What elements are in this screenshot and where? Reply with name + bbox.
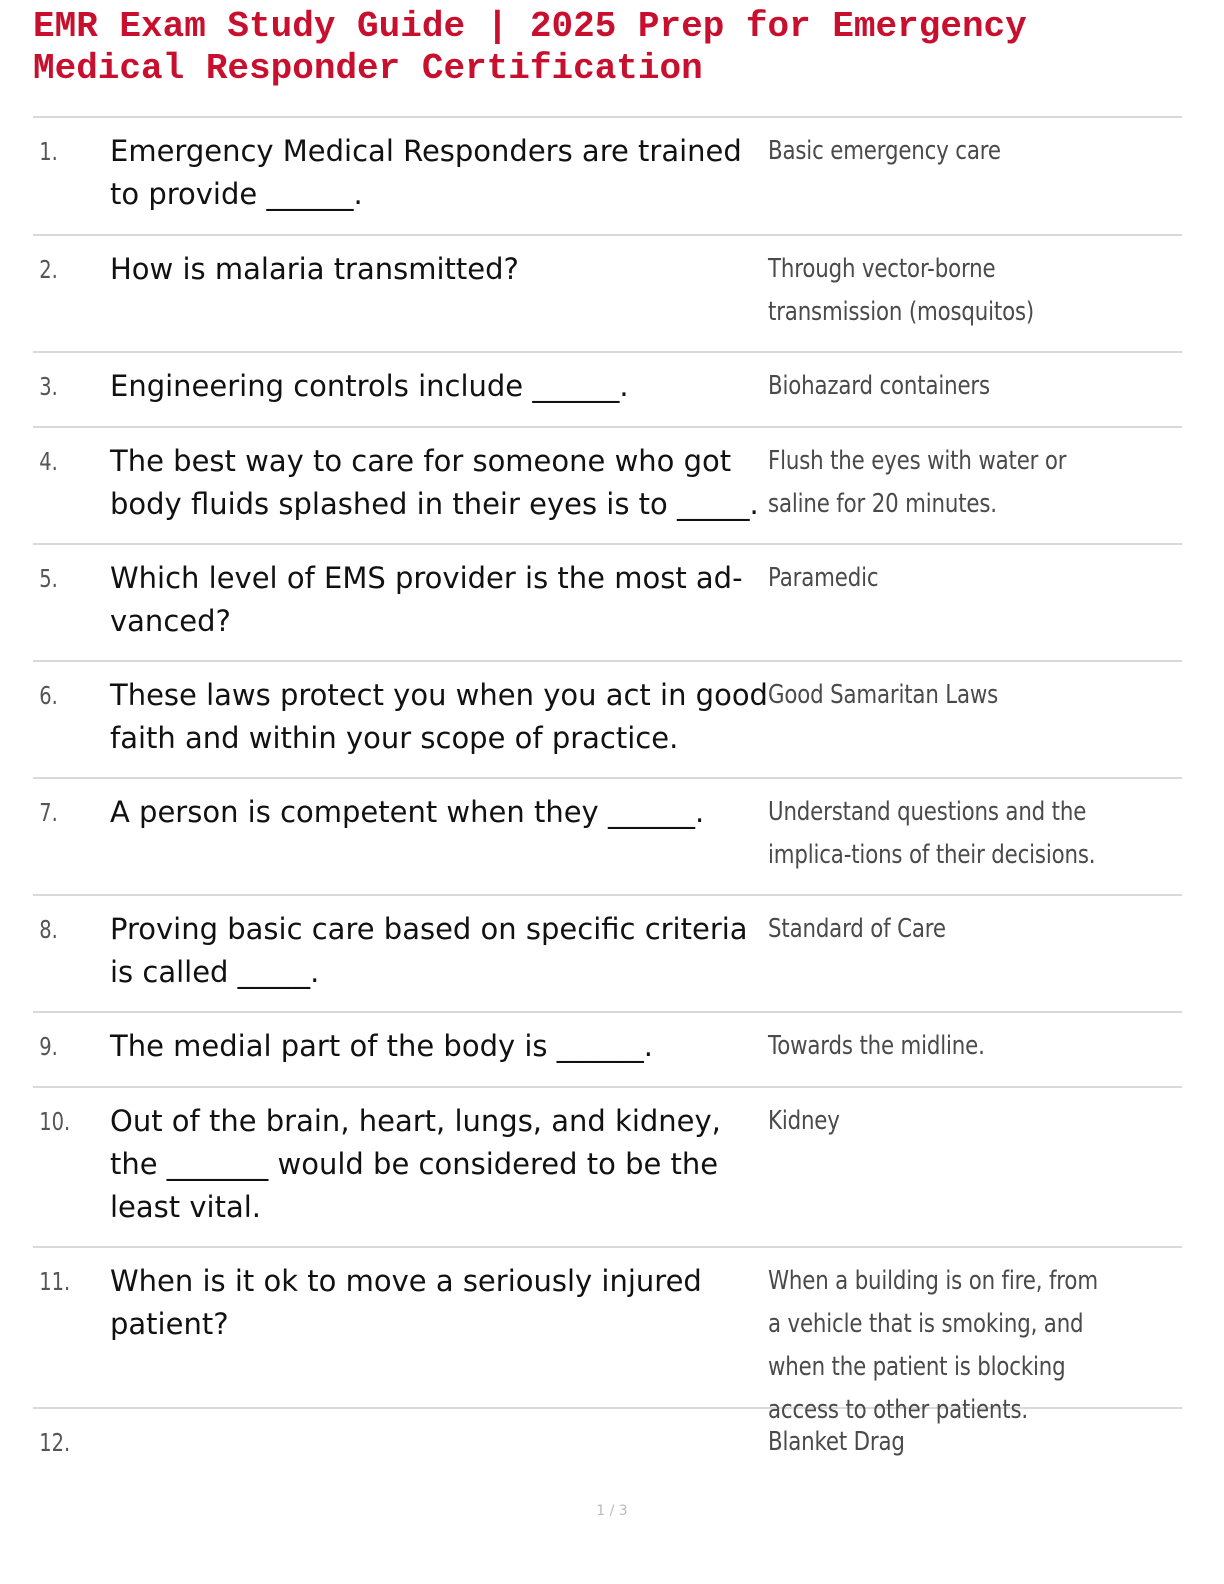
question-number: 1.: [39, 137, 58, 166]
question-number: 6.: [39, 681, 58, 710]
answer-text: Standard of Care: [768, 914, 946, 944]
qa-row: [33, 1409, 1182, 1484]
answer-text: Good Samaritan Laws: [768, 680, 999, 710]
question-text: How is malaria transmitted?: [110, 252, 519, 286]
qa-row: [33, 896, 1182, 1013]
qa-row: [33, 545, 1182, 662]
answer-text: Blanket Drag: [768, 1427, 905, 1457]
question-text: Engineering controls include ______.: [110, 369, 629, 403]
answer-text: Basic emergency care: [768, 136, 1001, 166]
question-text: Out of the brain, heart, lungs, and kidney, the _______ would be considered to be the least vital.: [110, 1104, 721, 1224]
question-number: 4.: [39, 447, 58, 476]
page-title: EMR Exam Study Guide | 2025 Prep for Emergency Medical Responder Certification: [33, 6, 1027, 89]
question-number: 7.: [39, 798, 58, 827]
qa-list: [33, 116, 1182, 1484]
qa-row: [33, 353, 1182, 428]
question-number: 9.: [39, 1032, 58, 1061]
qa-row: [33, 1248, 1182, 1425]
qa-row: [33, 236, 1182, 353]
question-number: 5.: [39, 564, 58, 593]
question-text: Which level of EMS provider is the most ad-vanced?: [110, 561, 743, 638]
question-number: 12.: [39, 1428, 71, 1457]
question-text: The medial part of the body is ______.: [110, 1029, 653, 1063]
qa-row: [33, 1013, 1182, 1088]
question-text: When is it ok to move a seriously injured patient?: [110, 1264, 702, 1341]
question-text: These laws protect you when you act in good faith and within your scope of practice.: [110, 678, 768, 755]
answer-text: Through vector-borne transmission (mosquitos): [768, 254, 1035, 327]
question-text: The best way to care for someone who got body fluids splashed in their eyes is to _____.: [110, 444, 759, 521]
answer-text: Biohazard containers: [768, 371, 990, 401]
qa-row: [33, 118, 1182, 236]
answer-text: Kidney: [768, 1106, 840, 1136]
question-number: 11.: [39, 1267, 71, 1296]
question-number: 10.: [39, 1107, 71, 1136]
qa-row: [33, 428, 1182, 545]
page-number: 1 / 3: [596, 1503, 628, 1519]
question-text: Emergency Medical Responders are trained to provide ______.: [110, 134, 742, 211]
question-number: 2.: [39, 255, 58, 284]
qa-row: [33, 779, 1182, 896]
answer-text: Paramedic: [768, 563, 879, 593]
qa-row: [33, 1088, 1182, 1248]
answer-text: Flush the eyes with water or saline for 20 minutes.: [768, 446, 1067, 519]
question-number: 8.: [39, 915, 58, 944]
question-text: Proving basic care based on specific criteria is called _____.: [110, 912, 748, 989]
question-number: 3.: [39, 372, 58, 401]
answer-text: Towards the midline.: [768, 1031, 985, 1061]
answer-text: When a building is on fire, from a vehicle that is smoking, and when the patient is blocking access to other patients.: [768, 1266, 1098, 1425]
question-text: A person is competent when they ______.: [110, 795, 705, 829]
qa-row: [33, 662, 1182, 779]
answer-text: Understand questions and the implica-tions of their decisions.: [768, 797, 1096, 870]
